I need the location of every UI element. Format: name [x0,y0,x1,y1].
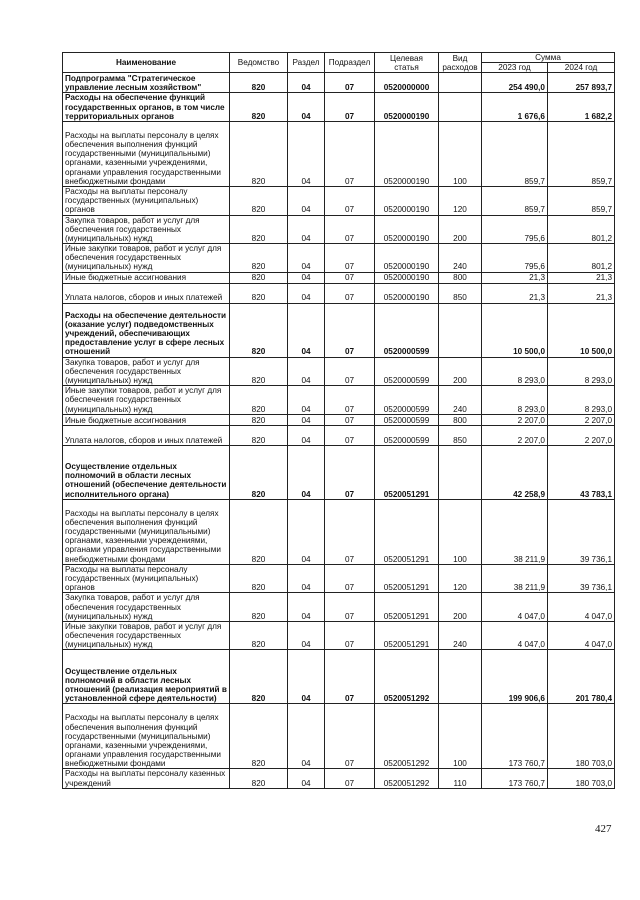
header-vedomstvo: Ведомство [230,53,288,73]
table-row [63,303,615,357]
row-razdel: 04 [288,445,325,499]
row-vid-rashodov: 850 [439,283,482,303]
table-row [63,272,615,283]
row-razdel: 04 [288,704,325,769]
row-name: Расходы на обеспечение функций государственных органов, в том числе территориальных органов [63,93,230,122]
table-row [63,73,615,93]
row-sum-2023: 2 207,0 [482,425,548,445]
row-sum-2024: 1 682,2 [548,93,615,122]
row-podrazdel: 07 [325,93,375,122]
row-vedomstvo: 820 [230,564,288,593]
row-celevaya-statya: 0520051291 [375,499,439,564]
row-celevaya-statya: 0520000190 [375,272,439,283]
row-name: Подпрограмма "Стратегическое управление лесным хозяйством" [63,73,230,93]
row-razdel: 04 [288,564,325,593]
table-row [63,357,615,386]
row-podrazdel: 07 [325,283,375,303]
row-vedomstvo: 820 [230,73,288,93]
row-sum-2024: 4 047,0 [548,621,615,650]
row-vid-rashodov: 200 [439,593,482,622]
row-sum-2023: 21,3 [482,283,548,303]
row-celevaya-statya: 0520000190 [375,244,439,273]
row-vedomstvo: 820 [230,283,288,303]
row-sum-2024: 180 703,0 [548,704,615,769]
row-name: Иные закупки товаров, работ и услуг для обеспечения государственных (муниципальных) нужд [63,621,230,650]
row-name: Расходы на выплаты персоналу в целях обеспечения выполнения функций государственными (муниципальными) органами, казенными учреждениями, органами управления государственными внебюджетными фондами [63,121,230,186]
row-podrazdel: 07 [325,357,375,386]
row-celevaya-statya: 0520051292 [375,650,439,704]
row-vedomstvo: 820 [230,445,288,499]
row-razdel: 04 [288,769,325,788]
row-name: Иные закупки товаров, работ и услуг для обеспечения государственных (муниципальных) нужд [63,386,230,415]
row-vedomstvo: 820 [230,414,288,425]
table-row [63,499,615,564]
row-vid-rashodov: 240 [439,386,482,415]
row-podrazdel: 07 [325,499,375,564]
table-row [63,244,615,273]
header-name: Наименование [63,53,230,73]
row-sum-2024: 180 703,0 [548,769,615,788]
row-celevaya-statya: 0520000599 [375,414,439,425]
row-vedomstvo: 820 [230,303,288,357]
row-sum-2023: 173 760,7 [482,704,548,769]
row-vedomstvo: 820 [230,215,288,244]
row-vid-rashodov: 200 [439,357,482,386]
row-celevaya-statya: 0520000599 [375,386,439,415]
table-row [63,186,615,215]
row-name: Расходы на выплаты персоналу государственных (муниципальных) органов [63,186,230,215]
row-podrazdel: 07 [325,121,375,186]
header-vid-rashodov: Вид расходов [439,53,482,73]
row-sum-2024: 8 293,0 [548,357,615,386]
row-sum-2024: 21,3 [548,283,615,303]
row-vid-rashodov: 100 [439,121,482,186]
table-row [63,215,615,244]
header-summa: Сумма [482,53,615,63]
row-celevaya-statya: 0520000000 [375,73,439,93]
row-celevaya-statya: 0520000190 [375,121,439,186]
row-podrazdel: 07 [325,425,375,445]
row-sum-2023: 859,7 [482,121,548,186]
row-razdel: 04 [288,93,325,122]
row-sum-2023: 42 258,9 [482,445,548,499]
table-row [63,593,615,622]
row-razdel: 04 [288,593,325,622]
row-razdel: 04 [288,73,325,93]
row-podrazdel: 07 [325,244,375,273]
row-sum-2023: 795,6 [482,244,548,273]
row-sum-2024: 39 736,1 [548,564,615,593]
row-vid-rashodov: 800 [439,272,482,283]
row-sum-2023: 4 047,0 [482,621,548,650]
header-podrazdel: Подраздел [325,53,375,73]
row-vedomstvo: 820 [230,593,288,622]
row-sum-2023: 1 676,6 [482,93,548,122]
row-podrazdel: 07 [325,303,375,357]
row-sum-2024: 10 500,0 [548,303,615,357]
table-row [63,769,615,788]
row-name: Иные бюджетные ассигнования [63,272,230,283]
row-sum-2023: 795,6 [482,215,548,244]
row-razdel: 04 [288,650,325,704]
row-sum-2023: 8 293,0 [482,386,548,415]
row-razdel: 04 [288,414,325,425]
row-name: Расходы на выплаты персоналу в целях обеспечения выполнения функций государственными (муниципальными) органами, казенными учреждениями, органами управления государственными внебюджетными фондами [63,499,230,564]
table-row [63,121,615,186]
row-vid-rashodov: 120 [439,564,482,593]
budget-table [62,52,615,789]
row-vedomstvo: 820 [230,121,288,186]
row-vid-rashodov: 200 [439,215,482,244]
row-sum-2023: 10 500,0 [482,303,548,357]
row-vedomstvo: 820 [230,272,288,283]
row-celevaya-statya: 0520051291 [375,593,439,622]
row-name: Закупка товаров, работ и услуг для обеспечения государственных (муниципальных) нужд [63,215,230,244]
row-vedomstvo: 820 [230,244,288,273]
row-razdel: 04 [288,621,325,650]
row-sum-2023: 21,3 [482,272,548,283]
row-sum-2024: 2 207,0 [548,414,615,425]
row-vedomstvo: 820 [230,357,288,386]
row-celevaya-statya: 0520000599 [375,303,439,357]
row-sum-2024: 39 736,1 [548,499,615,564]
row-sum-2023: 254 490,0 [482,73,548,93]
row-vid-rashodov: 800 [439,414,482,425]
row-celevaya-statya: 0520051291 [375,621,439,650]
table-row [63,564,615,593]
table-row [63,414,615,425]
row-podrazdel: 07 [325,73,375,93]
row-sum-2023: 38 211,9 [482,499,548,564]
row-sum-2024: 859,7 [548,121,615,186]
table-row [63,445,615,499]
row-vid-rashodov: 100 [439,704,482,769]
row-vid-rashodov: 120 [439,186,482,215]
row-vid-rashodov: 240 [439,244,482,273]
row-sum-2023: 199 906,6 [482,650,548,704]
row-sum-2023: 8 293,0 [482,357,548,386]
table-row [63,704,615,769]
table-row [63,425,615,445]
row-vedomstvo: 820 [230,425,288,445]
row-vid-rashodov: 850 [439,425,482,445]
row-celevaya-statya: 0520051291 [375,564,439,593]
row-podrazdel: 07 [325,386,375,415]
row-podrazdel: 07 [325,272,375,283]
row-name: Закупка товаров, работ и услуг для обеспечения государственных (муниципальных) нужд [63,357,230,386]
row-razdel: 04 [288,186,325,215]
row-razdel: 04 [288,272,325,283]
row-vedomstvo: 820 [230,499,288,564]
row-sum-2023: 859,7 [482,186,548,215]
row-vedomstvo: 820 [230,186,288,215]
row-sum-2023: 4 047,0 [482,593,548,622]
row-name: Уплата налогов, сборов и иных платежей [63,425,230,445]
row-sum-2024: 8 293,0 [548,386,615,415]
row-name: Уплата налогов, сборов и иных платежей [63,283,230,303]
row-name: Расходы на выплаты персоналу в целях обеспечения выполнения функций государственными (муниципальными) органами, казенными учреждениями, органами управления государственными внебюджетными фондами [63,704,230,769]
header-year-2023: 2023 год [482,63,548,73]
row-razdel: 04 [288,386,325,415]
row-vid-rashodov: 110 [439,769,482,788]
row-sum-2024: 2 207,0 [548,425,615,445]
row-name: Осуществление отдельных полномочий в области лесных отношений (реализация мероприятий в установленной сфере деятельности) [63,650,230,704]
row-vedomstvo: 820 [230,704,288,769]
row-sum-2024: 43 783,1 [548,445,615,499]
row-name: Закупка товаров, работ и услуг для обеспечения государственных (муниципальных) нужд [63,593,230,622]
row-vid-rashodov: 240 [439,621,482,650]
row-celevaya-statya: 0520000190 [375,93,439,122]
row-name: Расходы на выплаты персоналу государственных (муниципальных) органов [63,564,230,593]
table-row [63,283,615,303]
row-sum-2023: 2 207,0 [482,414,548,425]
row-sum-2023: 38 211,9 [482,564,548,593]
row-celevaya-statya: 0520051292 [375,769,439,788]
table-row [63,621,615,650]
row-vid-rashodov [439,303,482,357]
row-podrazdel: 07 [325,704,375,769]
row-celevaya-statya: 0520000190 [375,283,439,303]
row-celevaya-statya: 0520051292 [375,704,439,769]
row-celevaya-statya: 0520000599 [375,425,439,445]
row-name: Иные бюджетные ассигнования [63,414,230,425]
row-name: Расходы на выплаты персоналу казенных учреждений [63,769,230,788]
row-sum-2024: 801,2 [548,244,615,273]
row-sum-2023: 173 760,7 [482,769,548,788]
row-razdel: 04 [288,244,325,273]
row-name: Расходы на обеспечение деятельности (оказание услуг) подведомственных учреждений, обеспечивающих предоставление услуг в сфере лесных отношений [63,303,230,357]
row-razdel: 04 [288,425,325,445]
row-sum-2024: 801,2 [548,215,615,244]
row-sum-2024: 201 780,4 [548,650,615,704]
row-vid-rashodov: 100 [439,499,482,564]
row-vedomstvo: 820 [230,621,288,650]
row-vedomstvo: 820 [230,386,288,415]
row-podrazdel: 07 [325,769,375,788]
row-sum-2024: 859,7 [548,186,615,215]
row-name: Иные закупки товаров, работ и услуг для обеспечения государственных (муниципальных) нужд [63,244,230,273]
row-celevaya-statya: 0520000599 [375,357,439,386]
table-body [63,73,615,788]
row-razdel: 04 [288,357,325,386]
row-podrazdel: 07 [325,414,375,425]
row-podrazdel: 07 [325,593,375,622]
row-vedomstvo: 820 [230,650,288,704]
header-year-2024: 2024 год [548,63,615,73]
row-razdel: 04 [288,283,325,303]
header-celevaya-statya: Целевая статья [375,53,439,73]
row-sum-2024: 4 047,0 [548,593,615,622]
row-razdel: 04 [288,215,325,244]
table-row [63,650,615,704]
header-razdel: Раздел [288,53,325,73]
row-sum-2024: 257 893,7 [548,73,615,93]
row-razdel: 04 [288,121,325,186]
row-celevaya-statya: 0520000190 [375,186,439,215]
row-vedomstvo: 820 [230,93,288,122]
row-vid-rashodov [439,93,482,122]
row-podrazdel: 07 [325,564,375,593]
row-vid-rashodov [439,73,482,93]
row-name: Осуществление отдельных полномочий в области лесных отношений (обеспечение деятельности исполнительного органа) [63,445,230,499]
row-celevaya-statya: 0520051291 [375,445,439,499]
table-row [63,386,615,415]
row-celevaya-statya: 0520000190 [375,215,439,244]
row-podrazdel: 07 [325,186,375,215]
row-podrazdel: 07 [325,215,375,244]
row-podrazdel: 07 [325,621,375,650]
row-razdel: 04 [288,303,325,357]
page-number: 427 [595,823,612,835]
row-podrazdel: 07 [325,650,375,704]
table-row [63,93,615,122]
row-vid-rashodov [439,445,482,499]
row-podrazdel: 07 [325,445,375,499]
row-sum-2024: 21,3 [548,272,615,283]
row-razdel: 04 [288,499,325,564]
row-vedomstvo: 820 [230,769,288,788]
row-vid-rashodov [439,650,482,704]
